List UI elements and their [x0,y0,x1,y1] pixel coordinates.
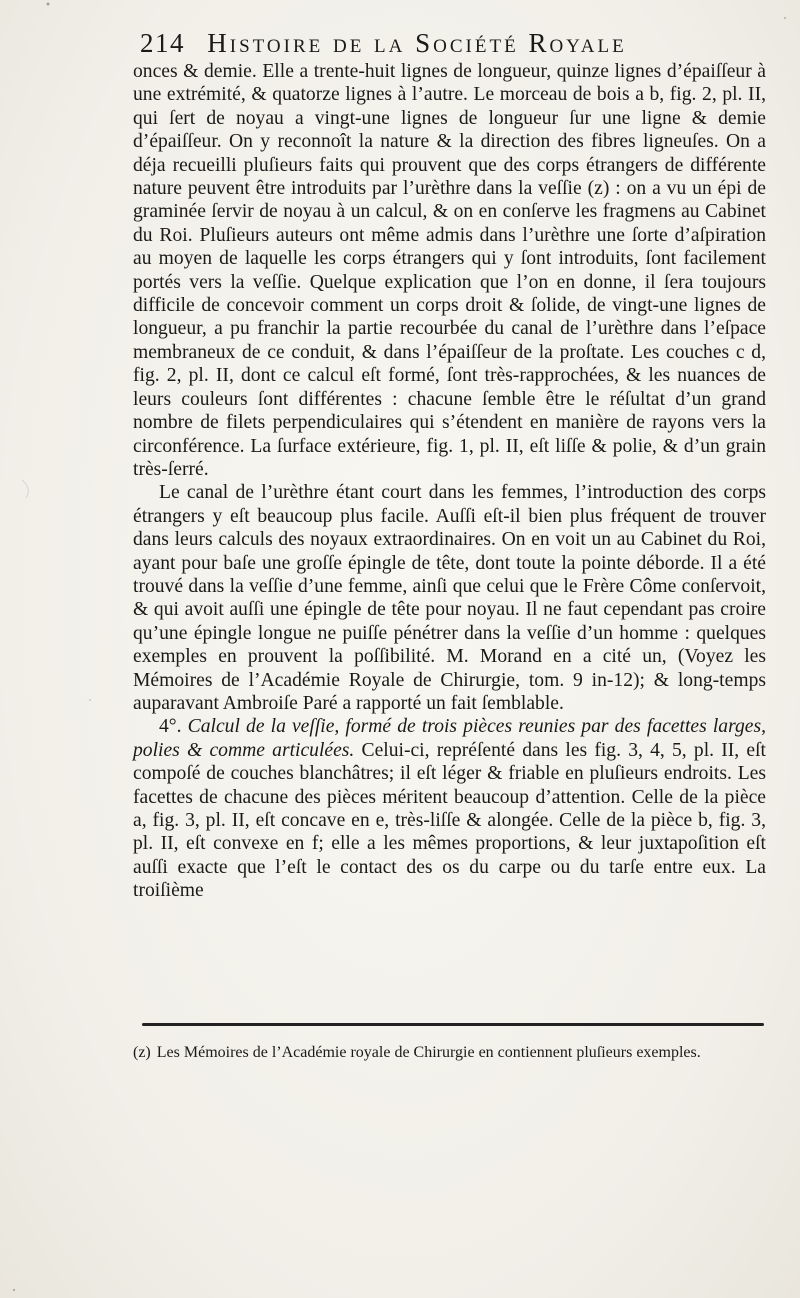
footnote-rule [142,1023,764,1026]
running-title: Histoire de la Société Royale [207,28,627,58]
section-title: Calcul de la veſſie, formé de trois pièces reunies par des facettes larges, polies & comme articulées. [133,716,766,761]
page-number: 214 [140,28,185,58]
section-body: Celui-ci, repréſenté dans les fig. 3, 4, 5, pl. II, eſt compoſé de couches blanchâtres; il eſt léger & friable en pluſieurs endroits. Les facettes de chacune des pièces méritent beaucoup d’attention. Celle de la pièce a, fig. 3, pl. II, eſt concave en e, très-liſſe & alongée. Celle de la pièce b, fig. 3, pl. II, eſt convexe en f; elle a les mêmes proportions, & leur juxtapoſition eſt auſſi exacte que l’eſt le contact des os du carpe ou du tarſe entre eux. La troiſième [133,739,766,902]
body-text [133,60,766,903]
paragraph-section-4 [133,715,766,902]
footnote-text: Les Mémoires de l’Académie royale de Chirurgie en contiennent pluſieurs exemples. [156,1044,701,1061]
section-number: 4°. [159,716,182,738]
footnote [133,1043,766,1063]
paragraph-urethre-femmes: Le canal de l’urèthre étant court dans les femmes, l’introduction des corps étrangers y eſt beaucoup plus facile. Auſſi eſt-il bien plus fréquent de trouver dans leurs calculs des noyaux extraordinaires. On en voit un au Cabinet du Roi, ayant pour baſe une groſſe épingle de tête, dont toute la pointe déborde. Il a été trouvé dans la veſſie d’une femme, ainſi que celui que le Frère Côme conſervoit, & qui avoit auſſi une épingle de tête pour noyau. Il ne faut cependant pas croire qu’une épingle longue ne puiſſe pénétrer dans la veſſie d’un homme : quelques exemples en prouvent la poſſibilité. M. Morand en a cité un, (Voyez les Mémoires de l’Académie Royale de Chirurgie, tom. 9 in-12); & long-temps auparavant Ambroiſe Paré a rapporté un fait ſemblable. [133,482,766,714]
paragraph-continued: onces & demie. Elle a trente-huit lignes de longueur, quinze lignes d’épaiſſeur à une extrémité, & quatorze lignes à l’autre. Le morceau de bois a b, fig. 2, pl. II, qui ſert de noyau a vingt-une lignes de longueur ſur une ligne & demie d’épaiſſeur. On y reconnoît la nature & la direction des fibres ligneuſes. On a déja recueilli pluſieurs faits qui prouvent que des corps étrangers de différente nature peuvent être introduits par l’urèthre dans la veſſie (z) : on a vu un épi de graminée ſervir de noyau à un calcul, & on en conſerve les fragmens au Cabinet du Roi. Pluſieurs auteurs ont même admis dans l’urèthre une ſorte d’aſpiration au moyen de laquelle les corps étrangers qui y ſont introduits, ſont facilement portés vers la veſſie. Quelque explication que l’on en donne, il ſera toujours difficile de concevoir comment un corps droit & ſolide, de vingt-une lignes de longueur, a pu franchir la partie recourbée du canal de l’urèthre dans l’eſpace membraneux de ce conduit, & dans l’épaiſſeur de la proſtate. Les couches c d, fig. 2, pl. II, dont ce calcul eſt formé, ſont très-rapprochées, & les nuances de leurs couleurs ſont différentes : chacune ſemble être le réſultat d’un grand nombre de filets perpendiculaires qui s’étendent en manière de rayons vers la circonférence. La ſurface extérieure, fig. 1, pl. II, eſt liſſe & polie, & d’un grain très-ſerré. [133,61,766,480]
footnote-marker: (z) [133,1044,151,1061]
